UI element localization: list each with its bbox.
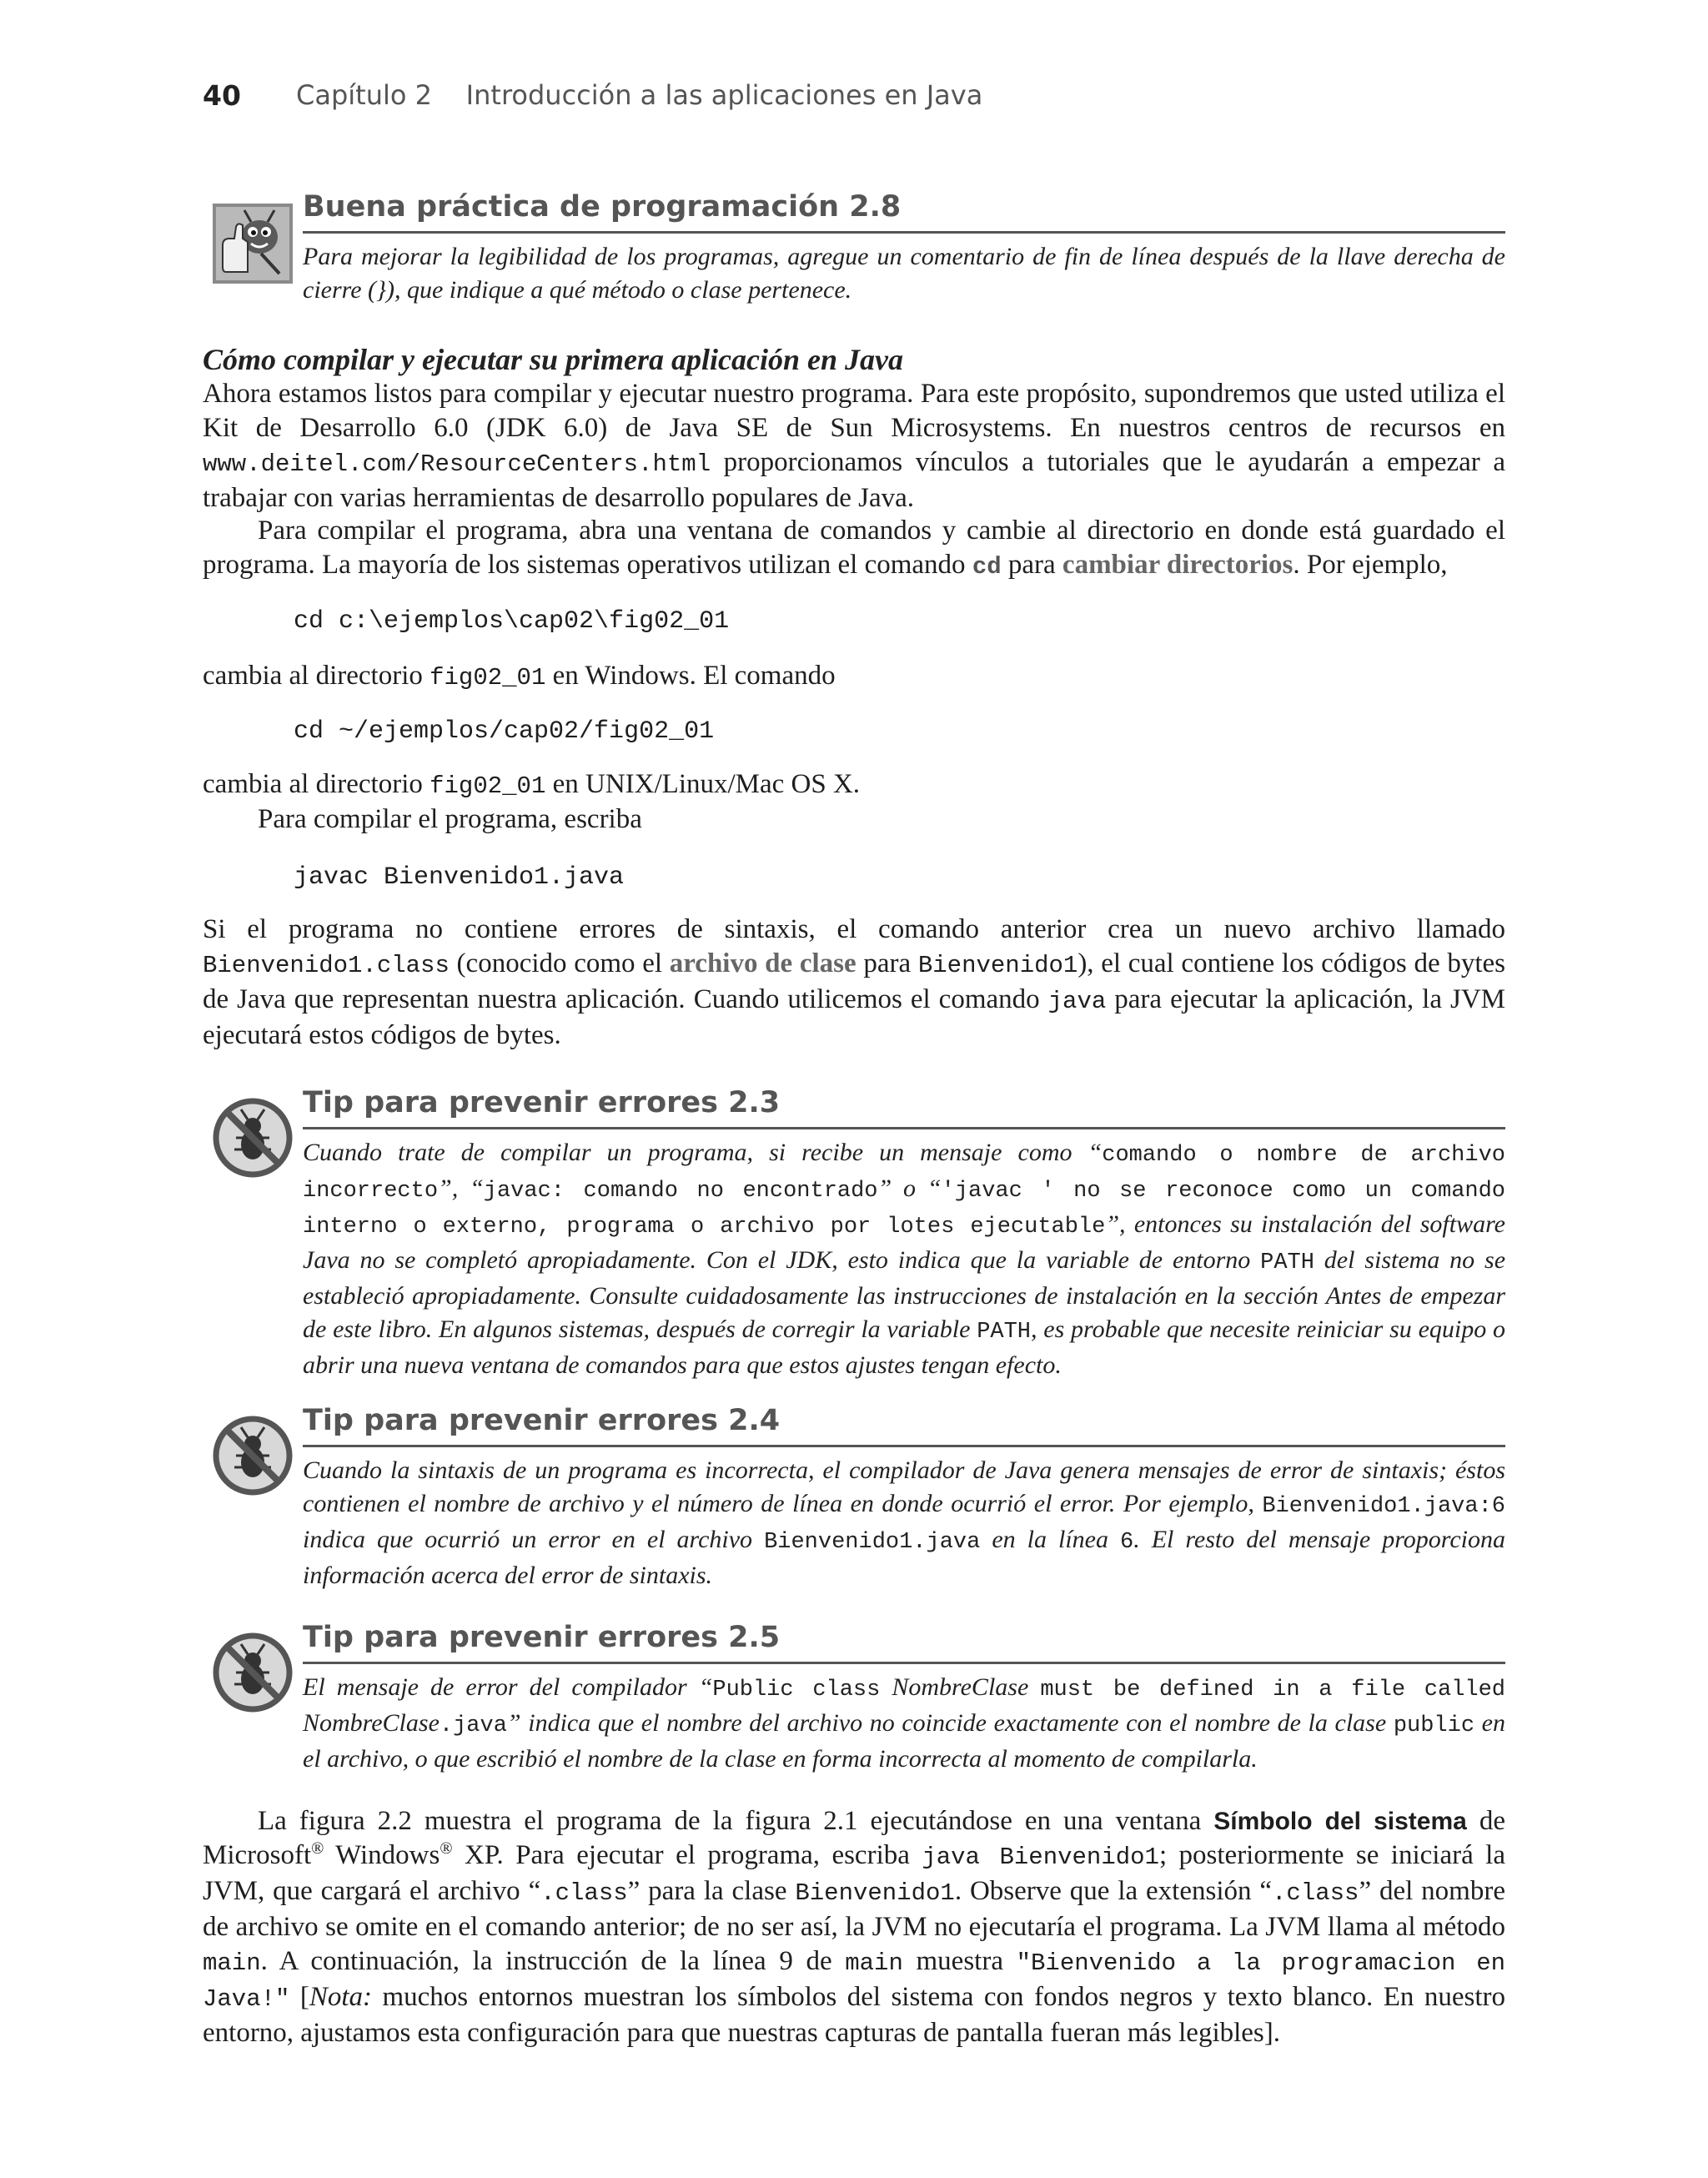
- paragraph-windows: cambia al directorio fig02_01 en Windows. El comando: [203, 661, 836, 692]
- box-title: Buena práctica de programación 2.8: [303, 190, 902, 224]
- box-rule: [303, 1127, 1505, 1129]
- code-cd-unix: cd ~/ejemplos/cap02/fig02_01: [294, 717, 715, 746]
- no-bug-icon: [211, 1096, 294, 1180]
- paragraph-intro: Ahora estamos listos para compilar y ejecutar nuestro programa. Para este propósito, supondremos que usted utiliza el Kit de Desarrollo 6.0 (JDK 6.0) de Java SE de Sun Microsystems. En nuestros centros de recursos en www.deitel.com/ResourceCenters.html proporcionamos vínculos a tutoriales que le ayudarán a empezar a trabajar con varias herramientas de desarrollo populares de Java.: [203, 379, 1505, 513]
- resource-url: www.deitel.com/ResourceCenters.html: [203, 450, 711, 478]
- paragraph-class-file: Si el programa no contiene errores de sintaxis, el comando anterior crea un nuevo archivo llamado Bienvenido1.class (conocido como el archivo de clase para Bienvenido1), el cual contiene los códigos de bytes de Java que representan nuestra aplicación. Cuando utilicemos el comando java para ejecutar la aplicación, la JVM ejecutará estos códigos de bytes.: [203, 914, 1505, 1050]
- code-javac: javac Bienvenido1.java: [294, 863, 625, 892]
- no-bug-icon: [211, 1631, 294, 1714]
- command-prompt-label: Símbolo del sistema: [1213, 1808, 1467, 1835]
- error-tip-2-5: [203, 1621, 1505, 1779]
- box-body: Cuando trate de compilar un programa, si recibe un mensaje como “comando o nombre de archivo incorrecto”, “javac: comando no encontrado” o “'javac ' no se reconoce como un comando interno o externo, programa o archivo por lotes ejecutable”, entonces su instalación del software Java no se completó apropiadamente. Con el JDK, esto indica que la variable de entorno PATH del sistema no se estableció apropiadamente. Consulte cuidadosamente las instrucciones de instalación en la sección Antes de empezar de este libro. En algunos sistemas, después de corregir la variable PATH, es probable que necesite reiniciar su equipo o abrir una nueva ventana de comandos para que estos ajustes tengan efecto.: [303, 1139, 1506, 1379]
- box-title: Tip para prevenir errores 2.3: [303, 1086, 781, 1119]
- section-heading: Cómo compilar y ejecutar su primera aplicación en Java: [203, 343, 903, 376]
- chapter-title: Capítulo 2 Introducción a las aplicaciones en Java: [296, 79, 983, 111]
- paragraph-unix: cambia al directorio fig02_01 en UNIX/Linux/Mac OS X.: [203, 769, 861, 800]
- box-body: Cuando la sintaxis de un programa es incorrecta, el compilador de Java genera mensajes de error de sintaxis; éstos contienen el nombre de archivo y el número de línea en donde ocurrió el error. Por ejemplo, Bienvenido1.java:6 indica que ocurrió un error en el archivo Bienvenido1.java en la línea 6. El resto del mensaje proporciona información acerca del error de sintaxis.: [303, 1456, 1506, 1589]
- error-tip-2-4: [203, 1404, 1505, 1596]
- box-rule: [303, 1445, 1505, 1447]
- box-body: El mensaje de error del compilador “Public class NombreClase must be defined in a file called NombreClase.java” indica que el nombre del archivo no coincide exactamente con el nombre de la clase public en el archivo, o que escribió el nombre de la clase en forma incorrecta al momento de compilarla.: [303, 1673, 1506, 1773]
- box-body: Para mejorar la legibilidad de los programas, agregue un comentario de fin de línea después de la llave derecha de cierre (}), que indique a qué método o clase pertenece.: [303, 243, 1505, 304]
- box-rule: [303, 1662, 1505, 1664]
- thumbs-up-bug-icon: [211, 202, 294, 285]
- box-title: Tip para prevenir errores 2.5: [303, 1621, 781, 1654]
- box-title: Tip para prevenir errores 2.4: [303, 1404, 781, 1437]
- code-cd-windows: cd c:\ejemplos\cap02\fig02_01: [294, 607, 730, 636]
- error-tip-2-3: [203, 1086, 1505, 1378]
- paragraph-run-program: La figura 2.2 muestra el programa de la figura 2.1 ejecutándose en una ventana Símbolo del sistema de Microsoft® Windows® XP. Para ejecutar el programa, escriba java Bienvenido1; posteriormente se iniciará la JVM, que cargará el archivo “.class” para la clase Bienvenido1. Observe que la extensión “.class” del nombre de archivo se omite en el comando anterior; de no ser así, la JVM no ejecutaría el programa. La JVM llama al método main. A continuación, la instrucción de la línea 9 de main muestra "Bienvenido a la programacion en Java!" [Nota: muchos entornos muestran los símbolos del sistema con fondos negros y texto blanco. En nuestro entorno, ajustamos esta configuración para que nuestras capturas de pantalla fueran más legibles].: [203, 1806, 1506, 2048]
- page-number: 40: [203, 79, 241, 112]
- box-rule: [303, 231, 1505, 234]
- no-bug-icon: [211, 1414, 294, 1497]
- good-practice-box: [203, 190, 1505, 315]
- paragraph-compile: Para compilar el programa, abra una ventana de comandos y cambie al directorio en donde está guardado el programa. La mayoría de los sistemas operativos utilizan el comando cd para cambiar directorios. Por ejemplo,: [203, 516, 1505, 581]
- paragraph-compile-write: Para compilar el programa, escriba: [258, 804, 642, 834]
